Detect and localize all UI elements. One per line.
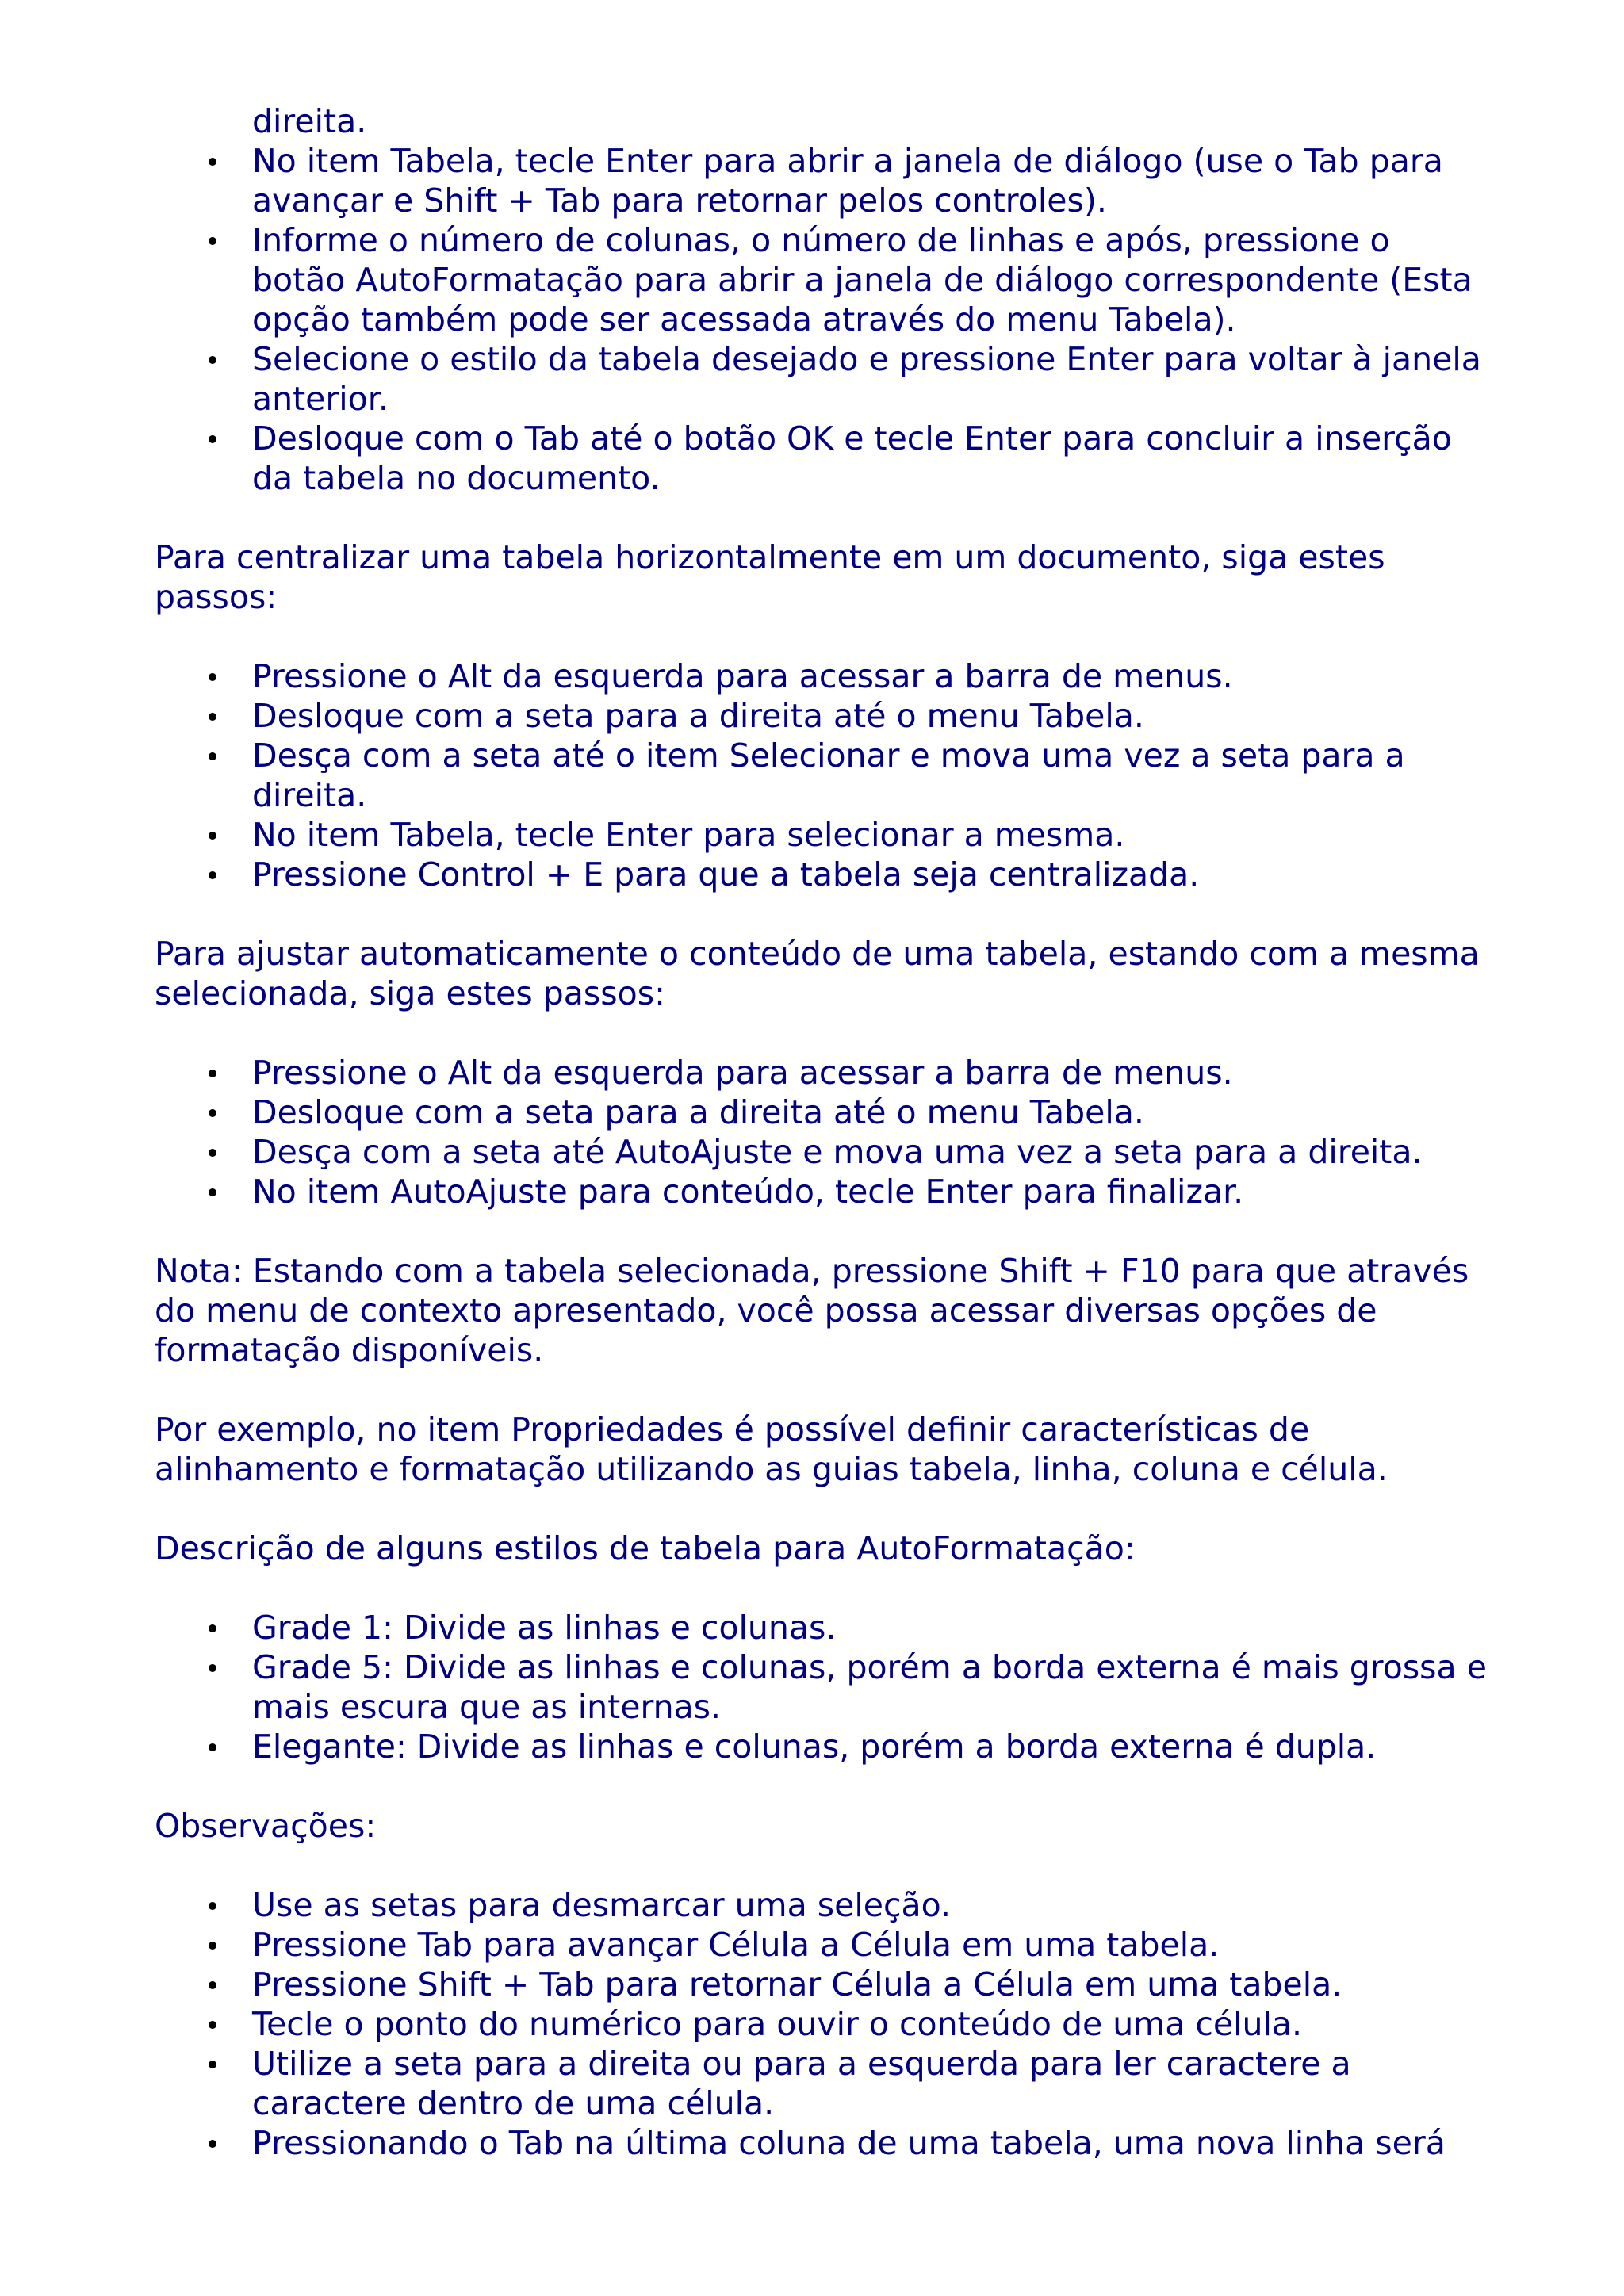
paragraph-center-table-intro: Para centralizar uma tabela horizontalmente em um documento, siga estes passos: (155, 538, 1385, 616)
list-item: Pressionando o Tab na última coluna de uma tabela, uma nova linha será (155, 2123, 1487, 2163)
list-item: Use as setas para desmarcar uma seleção. (155, 1885, 1487, 1925)
list-item: Pressione Shift + Tab para retornar Célula a Célula em uma tabela. (155, 1965, 1487, 2004)
list-item: Pressione o Alt da esquerda para acessar a barra de menus. (155, 1053, 1487, 1093)
list-item: Grade 1: Divide as linhas e colunas. (155, 1608, 1487, 1647)
list-item: Selecione o estilo da tabela desejado e pressione Enter para voltar à janela anterior. (155, 339, 1487, 419)
list-item: direita. (252, 102, 367, 140)
list-item: Informe o número de colunas, o número de linhas e após, pressione o botão AutoFormatação para abrir a janela de diálogo correspondente (Esta opção também pode ser acessada através do menu Tabela). (155, 220, 1487, 339)
list-item: Pressione Tab para avançar Célula a Célula em uma tabela. (155, 1925, 1487, 1965)
center-table-steps-list (155, 656, 1487, 894)
paragraph-note: Nota: Estando com a tabela selecionada, pressione Shift + F10 para que através do menu de contexto apresentado, você possa acessar diversas opções de formatação disponíveis. (155, 1252, 1469, 1369)
list-item: Utilize a seta para a direita ou para a esquerda para ler caractere a caractere dentro de uma célula. (155, 2044, 1487, 2123)
list-item: No item Tabela, tecle Enter para abrir a janela de diálogo (use o Tab para avançar e Shift + Tab para retornar pelos controles). (155, 141, 1487, 220)
list-item: Desça com a seta até o item Selecionar e mova uma vez a seta para a direita. (155, 736, 1487, 815)
list-item: No item AutoAjuste para conteúdo, tecle Enter para finalizar. (155, 1172, 1487, 1211)
styles-list (155, 1608, 1487, 1766)
list-item: Desloque com a seta para a direita até o menu Tabela. (155, 696, 1487, 736)
observations-list (155, 1885, 1487, 2163)
document-page (155, 101, 1487, 2163)
paragraph-styles-heading: Descrição de alguns estilos de tabela para AutoFormatação: (155, 1529, 1136, 1567)
table-insert-steps-list (155, 101, 1487, 498)
list-item: Desloque com o Tab até o botão OK e tecle Enter para concluir a inserção da tabela no documento. (155, 419, 1487, 498)
list-item: No item Tabela, tecle Enter para selecionar a mesma. (155, 815, 1487, 855)
list-item: Grade 5: Divide as linhas e colunas, porém a borda externa é mais grossa e mais escura que as internas. (155, 1647, 1487, 1727)
list-item: Tecle o ponto do numérico para ouvir o conteúdo de uma célula. (155, 2004, 1487, 2044)
autofit-steps-list (155, 1053, 1487, 1211)
paragraph-example: Por exemplo, no item Propriedades é possível definir características de alinhamento e formatação utilizando as guias tabela, linha, coluna e célula. (155, 1410, 1388, 1488)
paragraph-observations-heading: Observações: (155, 1807, 377, 1845)
list-item: Elegante: Divide as linhas e colunas, porém a borda externa é dupla. (155, 1727, 1487, 1766)
paragraph-autofit-intro: Para ajustar automaticamente o conteúdo de uma tabela, estando com a mesma selecionada, siga estes passos: (155, 935, 1480, 1012)
list-item: Pressione Control + E para que a tabela seja centralizada. (155, 855, 1487, 894)
list-item: Desça com a seta até AutoAjuste e mova uma vez a seta para a direita. (155, 1132, 1487, 1172)
list-item: Pressione o Alt da esquerda para acessar a barra de menus. (155, 656, 1487, 696)
list-item: Desloque com a seta para a direita até o menu Tabela. (155, 1093, 1487, 1132)
